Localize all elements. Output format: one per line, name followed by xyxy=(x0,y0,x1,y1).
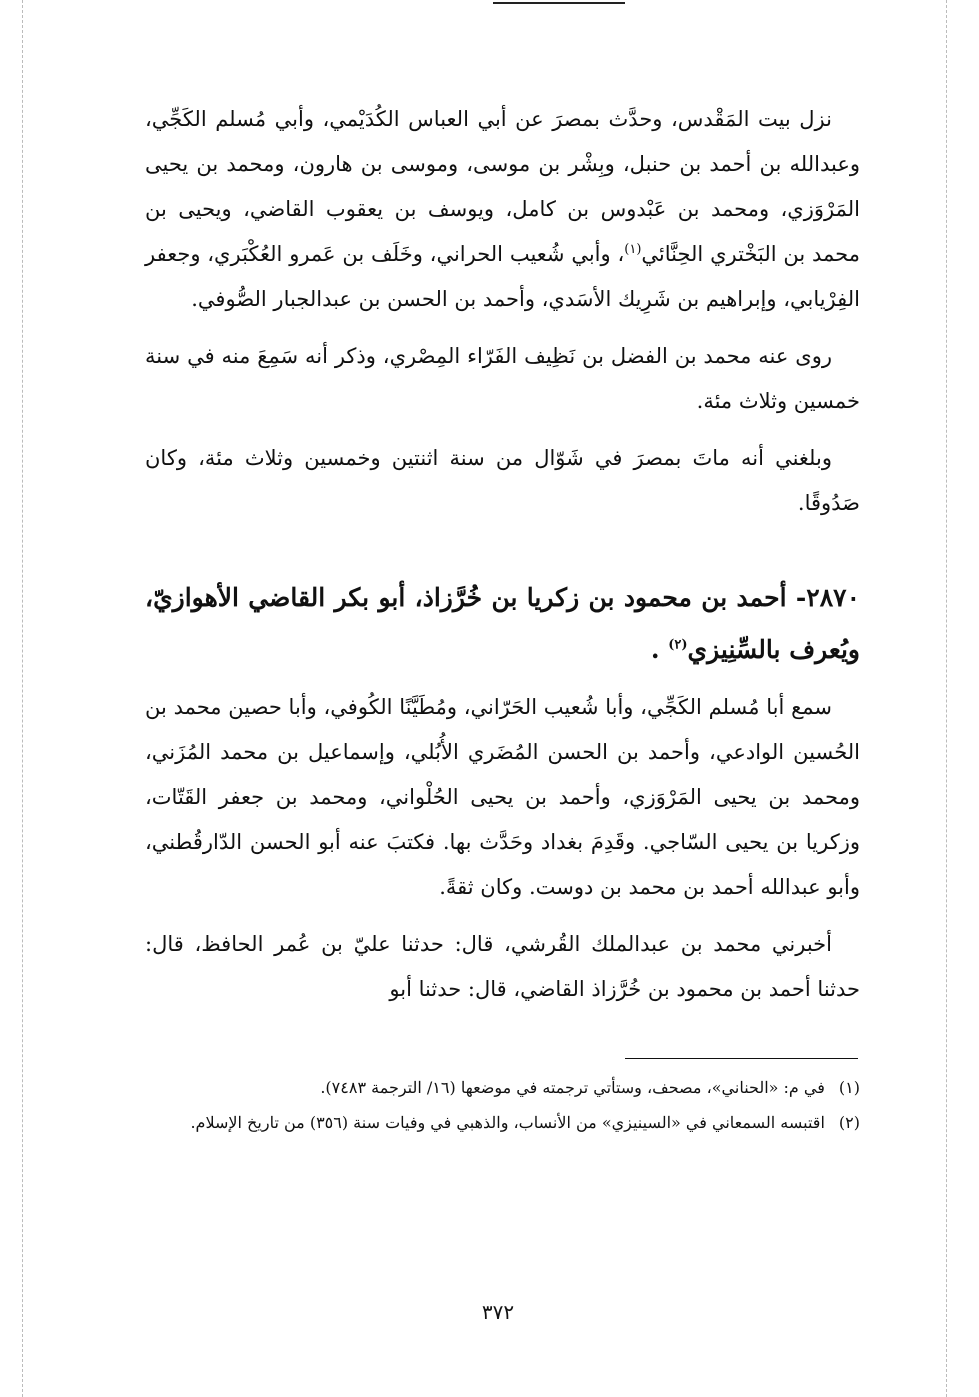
entry-heading xyxy=(145,572,860,676)
footnote-ref: (٢) xyxy=(668,637,688,653)
footnote-2 xyxy=(145,1108,860,1138)
footnote-1 xyxy=(145,1073,860,1103)
paragraph-narrators: روى عنه محمد بن الفضل بن نَظِيف الفَرّاء المِصْري، وذكر أنه سَمِعَ منه في سنة خمسين وثلاث مئة. xyxy=(145,344,860,413)
footnote-number: (٢) xyxy=(838,1113,860,1132)
paragraph-hearing: سمع أبا مُسلم الكَجِّي، وأبا شُعيب الحَرّاني، ومُطَيَّنًا الكُوفي، وأبا حصين محمد بن الحُسين الوادعي، وأحمد بن الحسن المُضَري الأُبُلي، وإسماعيل بن محمد المُزَني، ومحمد بن يحيى المَرْوَزي، وأحمد بن يحيى الحُلْواني، ومحمد بن جعفر القَتّات، وزكريا بن يحيى السّاجي. وقَدِمَ بغداد وحَدَّث بها. فكتبَ عنه أبو الحسن الدّارقُطني، وأبو عبدالله أحمد بن محمد بن دوست. وكان ثقةً. xyxy=(145,695,860,899)
page-number: ٣٧٢ xyxy=(481,1300,515,1324)
right-scan-edge xyxy=(946,0,947,1397)
footnote-separator xyxy=(625,1058,858,1059)
heading-text: ٢٨٧٠- أحمد بن محمود بن زكريا بن خُرَّزاذ، أبو بكر القاضي الأهوازيّ، ويُعرف بالسِّنِيزي xyxy=(145,583,860,664)
biography-block-2 xyxy=(145,685,860,1012)
heading-end: . xyxy=(650,635,660,664)
paragraph-death: وبلغني أنه ماتَ بمصرَ في شَوّال من سنة اثنتين وخمسين وثلاث مئة، وكان صَدُوقًا. xyxy=(145,446,860,515)
paragraph-isnad: أخبرني محمد بن عبدالملك القُرشي، قال: حدثنا عليّ بن عُمر الحافظ، قال: حدثنا أحمد بن محمود بن خُرَّزاذ القاضي، قال: حدثنا أبو xyxy=(145,932,860,1001)
paragraph-text-cont: ، وأبي شُعيب الحراني، وخَلَف بن عَمرو العُكْبَري، وجعفر الفِرْيابي، وإبراهيم بن شَرِيك الأسَدي، وأحمد بن الحسن بن عبدالجبار الصُّوفي. xyxy=(145,242,860,311)
footnote-text: اقتبسه السمعاني في «السينيزي» من الأنساب، والذهبي في وفيات سنة (٣٥٦) من تاريخ الإسلام. xyxy=(190,1113,825,1132)
biography-block-1 xyxy=(145,97,860,526)
footnote-number: (١) xyxy=(838,1078,860,1097)
paragraph-teachers xyxy=(145,97,860,322)
footnote-text: في م: «الحناني»، مصحف، وستأتي ترجمته في موضعها (١٦/ الترجمة ٧٤٨٣). xyxy=(320,1078,825,1097)
left-scan-edge xyxy=(22,0,23,1397)
footnote-ref: (١) xyxy=(624,242,642,257)
header-rule xyxy=(493,2,625,4)
paragraph-text: نزل بيت المَقْدس، وحدَّث بمصرَ عن أبي العباس الكُدَيْمي، وأبي مُسلم الكَجِّي، وعبدالله بن أحمد بن حنبل، وبِشْر بن موسى، وموسى بن هارون، ومحمد بن يحيى المَرْوَزي، ومحمد بن عَبْدوس بن كامل، ويوسف بن يعقوب القاضي، ويحيى بن محمد بن البَخْتري الحِنَّائي xyxy=(145,107,860,266)
